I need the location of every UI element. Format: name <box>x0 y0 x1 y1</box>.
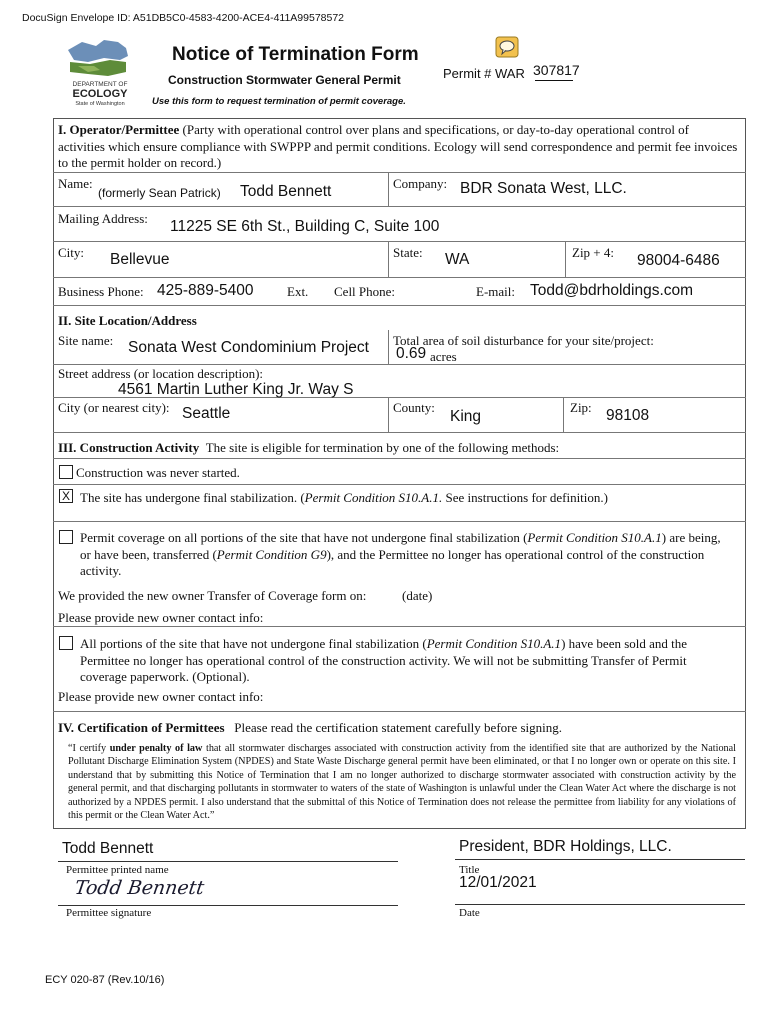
area-label: Total area of soil disturbance for your site/project: <box>393 333 654 348</box>
printed-name-field[interactable]: Todd Bennett <box>62 840 154 857</box>
never-started-label: Construction was never started. <box>76 465 240 480</box>
date-field[interactable]: 12/01/2021 <box>459 874 537 891</box>
final-stabilization-checkbox[interactable]: X <box>59 489 73 503</box>
site-name-field[interactable]: Sonata West Condominium Project <box>128 339 369 356</box>
transfer-contact-label: Please provide new owner contact info: <box>58 610 264 625</box>
divider <box>388 172 389 206</box>
logo-text-ecology: ECOLOGY <box>72 88 128 100</box>
section1-intro <box>58 122 738 172</box>
section2-heading: II. Site Location/Address <box>58 313 197 328</box>
never-started-checkbox[interactable] <box>59 465 73 479</box>
rule <box>53 364 746 365</box>
form-instruction: Use this form to request termination of permit coverage. <box>152 96 406 107</box>
ext-label: Ext. <box>287 284 309 299</box>
opt3-ref1: Permit Condition S10.A.1 <box>527 530 662 545</box>
rule <box>53 626 746 627</box>
opt3-ref2: Permit Condition G9 <box>216 546 327 562</box>
county-label: County: <box>393 400 435 415</box>
logo-text-state: State of Washington <box>75 101 125 107</box>
form-subtitle: Construction Stormwater General Permit <box>168 73 401 87</box>
section4-intro <box>58 720 562 736</box>
signature-label: Permittee signature <box>66 907 152 919</box>
name-note: (formerly Sean Patrick) <box>98 186 221 200</box>
signature-image[interactable] <box>73 873 206 901</box>
form-number: ECY 020-87 (Rev.10/16) <box>45 974 165 986</box>
rule <box>53 432 746 433</box>
site-city-field[interactable]: Seattle <box>182 405 231 422</box>
state-field[interactable]: WA <box>445 251 470 268</box>
certification-statement <box>68 742 736 822</box>
opt2-ref: Permit Condition S10.A.1. <box>304 490 443 505</box>
ecology-logo <box>60 36 140 108</box>
logo-text-dept: DEPARTMENT OF <box>72 81 128 88</box>
signature-text: Todd Bennett <box>73 876 206 899</box>
site-name-label: Site name: <box>58 333 114 348</box>
opt2-text-a: The site has undergone final stabilization. ( <box>80 490 305 505</box>
mailing-label: Mailing Address: <box>58 211 148 226</box>
divider <box>388 397 389 432</box>
sold-checkbox[interactable] <box>59 636 73 650</box>
cert-rest: that all stormwater discharges associated with construction activity from the identified site that are authorized by the National Pollutant Discharge Elimination System (NPDES) and State Waste Discharge general permit have been eliminated, or that I no longer own or operate on this site. I understand that by submitting this Notice of Termination that I am no longer authorized to discharge stormwater associated with construction activity by the general permit, and that discharging pollutants in stormwater to waters of the state of Washington is unlawful under the Clean Water Act where the discharge is not authorized by a NPDES permit. I also understand that the submittal of this Notice of Termination does not release the permittee from liability for any violations of this permit or the Clean Water Act.” <box>68 743 737 822</box>
rule <box>53 484 746 485</box>
rule <box>53 206 746 207</box>
cert-open: “I certify <box>68 743 110 754</box>
date-label: Date <box>459 907 480 919</box>
date-line <box>455 904 745 905</box>
rule <box>53 277 746 278</box>
rule <box>53 305 746 306</box>
printed-name-label: Permittee printed name <box>66 864 169 876</box>
section4-heading: IV. Certification of Permittees <box>58 720 225 735</box>
opt4-text-b: ) have been sold and the Permittee no longer has operational control of the construction activity. We will not be submitting Transfer of Permit coverage paperwork. (Optional). <box>80 636 688 684</box>
opt3-text-b: ) are being, or have been, transferred ( <box>80 530 721 562</box>
site-city-label: City (or nearest city): <box>58 400 170 415</box>
city-label: City: <box>58 245 85 260</box>
county-field[interactable]: King <box>450 408 482 425</box>
opt4-text-a: All portions of the site that have not undergone final stabilization ( <box>80 636 427 651</box>
area-field[interactable]: 0.69 <box>396 345 427 362</box>
phone-field[interactable]: 425-889-5400 <box>157 282 254 299</box>
cert-bold: under penalty of law <box>109 743 203 754</box>
opt4-ref: Permit Condition S10.A.1 <box>426 636 562 651</box>
cell-label: Cell Phone: <box>334 284 396 299</box>
email-field[interactable]: Todd@bdrholdings.com <box>530 282 694 299</box>
opt3-text-c: ), and the Permittee no longer has operational control of the construction activity. <box>80 546 705 578</box>
final-stabilization-label <box>80 490 608 506</box>
title-field[interactable]: President, BDR Holdings, LLC. <box>459 838 672 855</box>
zip-label: Zip + 4: <box>572 245 614 260</box>
transfer-date-label: We provided the new owner Transfer of Coverage form on: <box>58 588 367 603</box>
permit-label: Permit # WAR <box>443 66 525 81</box>
city-field[interactable]: Bellevue <box>110 251 170 268</box>
divider <box>388 330 389 364</box>
name-label: Name: <box>58 176 93 191</box>
section4-description: Please read the certification statement carefully before signing. <box>234 720 563 735</box>
rule <box>53 241 746 242</box>
divider <box>563 397 564 432</box>
site-zip-label: Zip: <box>570 400 592 415</box>
section3-description: The site is eligible for termination by one of the following methods: <box>205 440 560 455</box>
street-label: Street address (or location description): <box>58 366 264 381</box>
signature-line <box>58 905 398 906</box>
rule <box>53 521 746 522</box>
opt2-text-b: See instructions for definition.) <box>442 490 608 505</box>
form-title: Notice of Termination Form <box>172 44 419 65</box>
rule <box>53 458 746 459</box>
divider <box>388 241 389 277</box>
transfer-date-field[interactable]: (date) <box>402 588 433 603</box>
opt3-text-a: Permit coverage on all portions of the site that have not undergone final stabilization ( <box>80 530 528 545</box>
sold-label <box>80 636 730 686</box>
permit-underline <box>535 80 573 81</box>
section1-heading: I. Operator/Permittee <box>58 122 180 137</box>
transfer-checkbox[interactable] <box>59 530 73 544</box>
permit-number[interactable]: 307817 <box>533 62 580 78</box>
title-label: Title <box>459 864 480 876</box>
rule <box>53 172 746 173</box>
rule <box>53 711 746 712</box>
section3-intro <box>58 440 559 456</box>
company-label: Company: <box>393 176 448 191</box>
transfer-label <box>80 530 730 580</box>
comment-icon[interactable] <box>495 36 519 58</box>
mailing-field[interactable]: 11225 SE 6th St., Building C, Suite 100 <box>170 218 440 235</box>
zip-field[interactable]: 98004-6486 <box>637 252 720 269</box>
area-unit: acres <box>430 349 457 364</box>
printed-name-line <box>58 861 398 862</box>
phone-label: Business Phone: <box>58 284 144 299</box>
company-field[interactable]: BDR Sonata West, LLC. <box>460 180 627 197</box>
email-label: E-mail: <box>476 284 515 299</box>
divider <box>565 241 566 277</box>
section3-heading: III. Construction Activity <box>58 440 200 455</box>
state-label: State: <box>393 245 423 260</box>
title-line <box>455 859 745 860</box>
name-field[interactable]: Todd Bennett <box>240 183 332 200</box>
sold-contact-label: Please provide new owner contact info: <box>58 689 264 704</box>
section1-description: (Party with operational control over plans and specifications, or day-to-day operational control of activities which ensure compliance with SWPPP and permit conditions. Ecology will send correspondence and permit fee invoices to the permit holder on record.) <box>58 122 738 170</box>
street-field[interactable]: 4561 Martin Luther King Jr. Way S <box>118 381 354 398</box>
envelope-id: DocuSign Envelope ID: A51DB5C0-4583-4200-ACE4-411A99578572 <box>22 12 345 24</box>
site-zip-field[interactable]: 98108 <box>606 407 650 424</box>
